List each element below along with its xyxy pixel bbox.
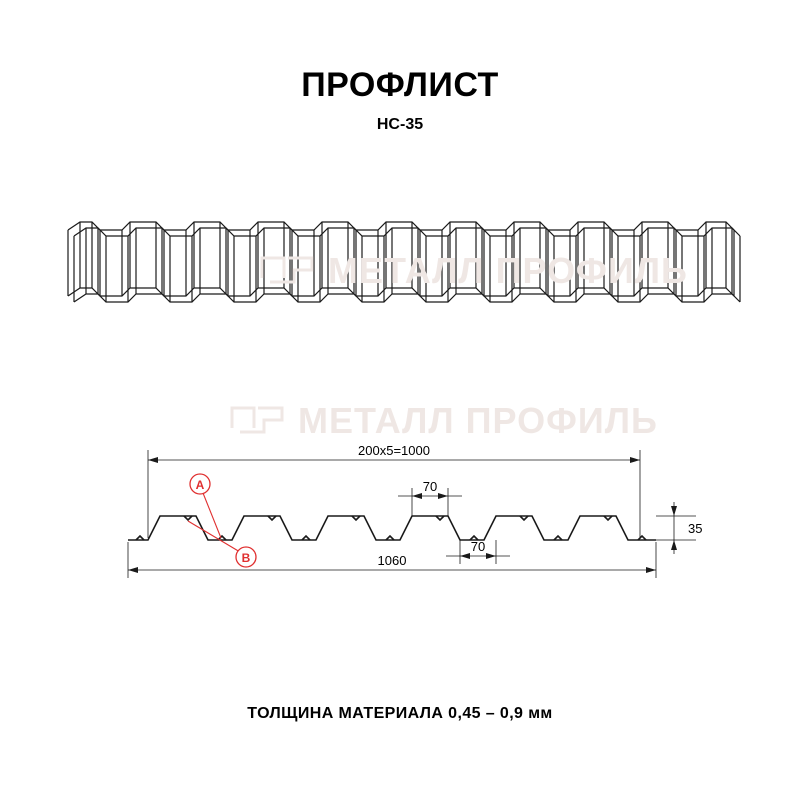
dimension-height-label: 35 [688, 521, 703, 536]
dimension-working-width-label: 200х5=1000 [358, 443, 430, 458]
dimension-working-width [148, 450, 640, 538]
callout-b-label: B [241, 551, 251, 565]
dimension-total-width-label: 1060 [377, 553, 407, 568]
profile-outline [128, 516, 656, 540]
watermark-text: МЕТАЛЛ ПРОФИЛЬ [328, 250, 688, 291]
watermark-text: МЕТАЛЛ ПРОФИЛЬ [298, 400, 658, 441]
page-title: ПРОФЛИСТ [301, 66, 499, 104]
dimension-top-rib-label: 70 [422, 479, 438, 494]
isometric-view [60, 200, 750, 350]
product-model: НС-35 [376, 116, 424, 133]
thickness-note: ТОЛЩИНА МАТЕРИАЛА 0,45 – 0,9 мм [247, 705, 553, 722]
callout-b [188, 521, 256, 567]
cross-section-view [100, 430, 720, 590]
callout-a-label: A [195, 478, 205, 492]
dimension-bottom-rib-label: 70 [470, 539, 486, 554]
callout-a [190, 474, 221, 538]
